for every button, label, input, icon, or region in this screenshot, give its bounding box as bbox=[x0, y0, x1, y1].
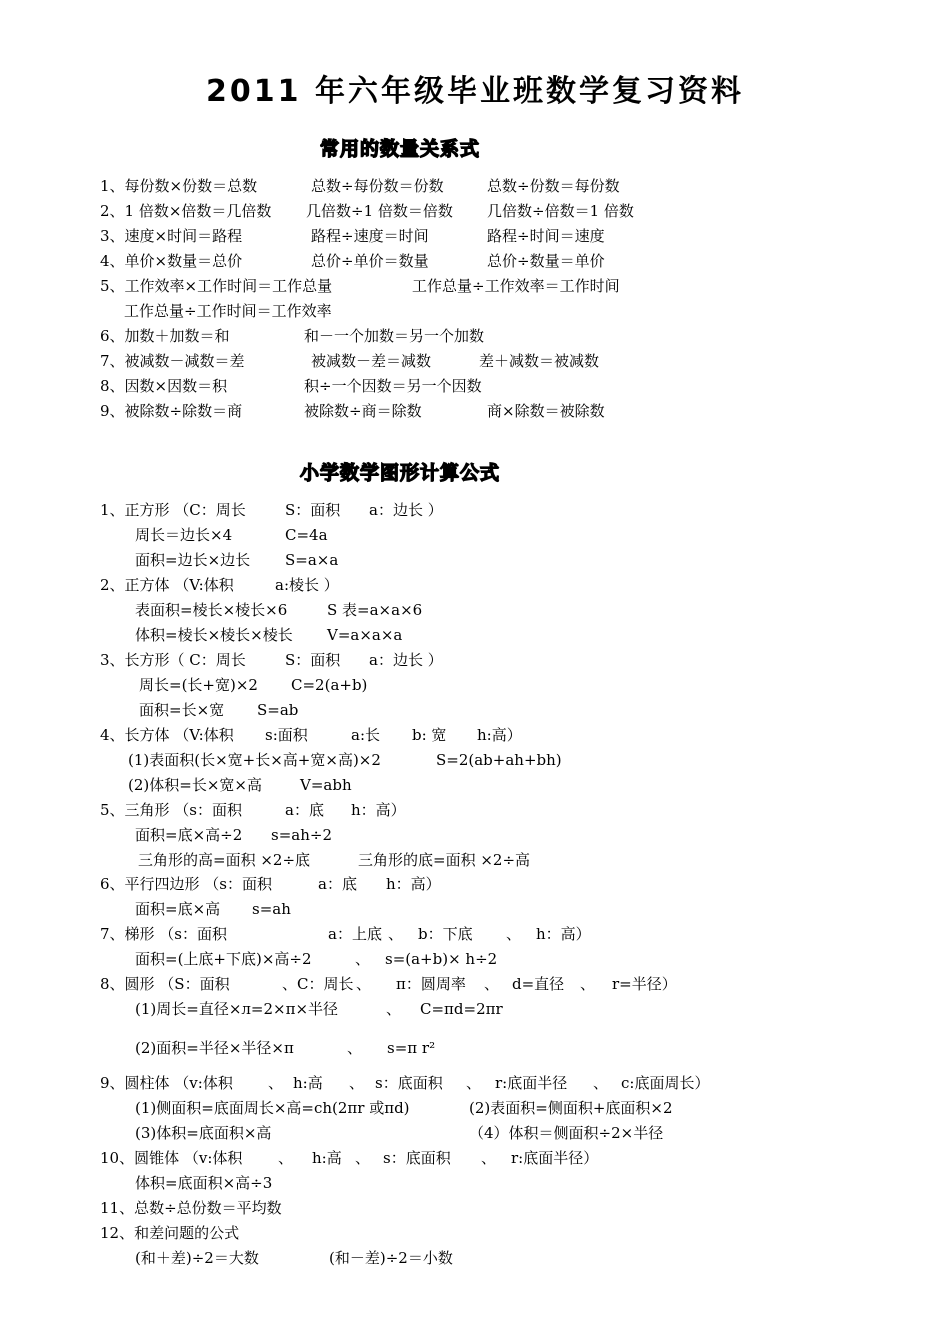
formula-text: S=2(ab+ah+bh) bbox=[436, 751, 562, 769]
formula-text: 周长＝边长×4 bbox=[135, 526, 233, 544]
formula-text: S：面积 bbox=[285, 501, 341, 519]
formula-text: r=半径） bbox=[612, 975, 677, 993]
formula-text: 工作总量÷工作效率＝工作时间 bbox=[412, 277, 620, 295]
geometry-formula-row bbox=[0, 824, 950, 846]
formula-text: 3、长方形（ C：周长 bbox=[100, 651, 246, 669]
formula-text: (1)周长=直径×л=2×π×半径 bbox=[135, 1000, 339, 1018]
quantity-relation-row bbox=[0, 350, 950, 372]
formula-text: a：底 bbox=[318, 875, 357, 893]
formula-text: C=πd=2πr bbox=[420, 1000, 503, 1018]
geometry-formula-row bbox=[0, 849, 950, 871]
formula-text: (1)表面积(长×宽+长×高+宽×高)×2 bbox=[128, 751, 381, 769]
formula-text: 、 bbox=[347, 1039, 363, 1057]
formula-text: 表面积=棱长×棱长×6 bbox=[135, 601, 288, 619]
formula-text: 9、圆柱体 （v:体积 bbox=[100, 1074, 233, 1092]
formula-text: h：高） bbox=[351, 801, 406, 819]
formula-text: b：下底 bbox=[418, 925, 473, 943]
geometry-formula-row bbox=[0, 1097, 950, 1119]
formula-text: 、 bbox=[580, 975, 596, 993]
formula-text: 6、加数＋加数＝和 bbox=[100, 327, 230, 345]
geometry-formula-row bbox=[0, 774, 950, 796]
formula-text: π：圆周率 bbox=[396, 975, 466, 993]
formula-text: 、 bbox=[506, 925, 522, 943]
formula-text: 、 bbox=[355, 950, 371, 968]
formula-text: V=abh bbox=[300, 776, 352, 794]
formula-text: 11、总数÷总份数＝平均数 bbox=[100, 1199, 282, 1217]
formula-text: h:高 bbox=[293, 1074, 323, 1092]
formula-text: 差＋减数＝被减数 bbox=[479, 352, 600, 370]
formula-text: S：面积 bbox=[285, 651, 341, 669]
formula-text: b: 宽 bbox=[412, 726, 447, 744]
formula-text: S 表=a×a×6 bbox=[327, 601, 423, 619]
formula-text: s：底面积 bbox=[375, 1074, 443, 1092]
formula-text: 、 bbox=[356, 975, 372, 993]
section-heading-geometry-formulas: 小学数学图形计算公式 bbox=[299, 462, 500, 484]
formula-text: (和－差)÷2＝小数 bbox=[329, 1249, 453, 1267]
quantity-relation-row bbox=[0, 275, 950, 297]
formula-text: 面积=边长×边长 bbox=[135, 551, 251, 569]
formula-text: 1、正方形 （C：周长 bbox=[100, 501, 246, 519]
geometry-formula-row bbox=[0, 749, 950, 771]
formula-text: V=a×a×a bbox=[327, 626, 403, 644]
formula-text: s=ah÷2 bbox=[271, 826, 332, 844]
formula-text: 和－一个加数＝另一个加数 bbox=[304, 327, 485, 345]
formula-text: 积÷一个因数＝另一个因数 bbox=[304, 377, 482, 395]
geometry-formula-row bbox=[0, 649, 950, 671]
formula-text: 面积=(上底+下底)×高÷2 bbox=[135, 950, 312, 968]
formula-text: 总价÷单价＝数量 bbox=[311, 252, 429, 270]
formula-text: a：底 bbox=[285, 801, 324, 819]
geometry-formula-row bbox=[0, 1122, 950, 1144]
formula-text: 2、正方体 （V:体积 bbox=[100, 576, 234, 594]
formula-text: 8、因数×因数＝积 bbox=[100, 377, 228, 395]
formula-text: s=π r² bbox=[387, 1039, 436, 1057]
document-title: 2011 年六年级毕业班数学复习资料 bbox=[206, 74, 744, 109]
formula-text: 7、梯形 （s：面积 bbox=[100, 925, 228, 943]
formula-text: C=2(a+b) bbox=[291, 676, 368, 694]
geometry-formula-row bbox=[0, 948, 950, 970]
formula-text: 1、每份数×份数＝总数 bbox=[100, 177, 258, 195]
formula-text: 4、长方体 （V:体积 bbox=[100, 726, 234, 744]
formula-text: 2、1 倍数×倍数＝几倍数 bbox=[100, 202, 272, 220]
formula-text: 6、平行四边形 （s：面积 bbox=[100, 875, 273, 893]
geometry-formula-row bbox=[0, 1247, 950, 1269]
formula-text: 路程÷速度＝时间 bbox=[311, 227, 429, 245]
geometry-formula-row bbox=[0, 524, 950, 546]
formula-text: a:长 bbox=[351, 726, 380, 744]
formula-text: 5、三角形 （s：面积 bbox=[100, 801, 243, 819]
formula-text: 三角形的底=面积 ×2÷高 bbox=[358, 851, 531, 869]
formula-text: s=(a+b)× h÷2 bbox=[385, 950, 498, 968]
formula-text: (1)侧面积=底面周长×高=ch(2πr 或πd) bbox=[135, 1099, 410, 1117]
formula-text: （4）体积＝侧面积÷2×半径 bbox=[469, 1124, 664, 1142]
formula-text: r:底面半径） bbox=[511, 1149, 599, 1167]
formula-text: 、 bbox=[349, 1074, 365, 1092]
formula-text: h:高 bbox=[312, 1149, 342, 1167]
formula-text: a：边长 ） bbox=[369, 501, 443, 519]
geometry-formula-row bbox=[0, 674, 950, 696]
quantity-relation-row bbox=[0, 325, 950, 347]
formula-text: 12、和差问题的公式 bbox=[100, 1224, 240, 1242]
geometry-formula-row bbox=[0, 1197, 950, 1219]
quantity-relation-row bbox=[0, 375, 950, 397]
formula-text: 商×除数＝被除数 bbox=[487, 402, 605, 420]
quantity-relation-row bbox=[0, 225, 950, 247]
formula-text: 路程÷时间＝速度 bbox=[487, 227, 605, 245]
geometry-formula-row bbox=[0, 799, 950, 821]
geometry-formula-row bbox=[0, 574, 950, 596]
geometry-formula-row bbox=[0, 499, 950, 521]
quantity-relation-row bbox=[0, 200, 950, 222]
formula-text: a：上底 bbox=[328, 925, 382, 943]
formula-text: 总数÷每份数＝份数 bbox=[311, 177, 444, 195]
formula-text: 、 bbox=[481, 1149, 497, 1167]
formula-text: 7、被减数－减数＝差 bbox=[100, 352, 245, 370]
formula-text: 、 bbox=[484, 975, 500, 993]
formula-text: 10、圆锥体 （v:体积 bbox=[100, 1149, 243, 1167]
geometry-formula-row bbox=[0, 1147, 950, 1169]
formula-text: 总价÷数量＝单价 bbox=[487, 252, 605, 270]
geometry-formula-row bbox=[0, 873, 950, 895]
formula-text: C=4a bbox=[285, 526, 328, 544]
geometry-formula-row bbox=[0, 1072, 950, 1094]
formula-text: S=a×a bbox=[285, 551, 339, 569]
formula-text: 面积=长×宽 bbox=[139, 701, 225, 719]
formula-text: 、 bbox=[386, 1000, 402, 1018]
geometry-formula-row bbox=[0, 1037, 950, 1059]
formula-text: h：高） bbox=[536, 925, 591, 943]
formula-text: 、C：周长 bbox=[282, 975, 354, 993]
formula-text: (2)体积=长×宽×高 bbox=[128, 776, 262, 794]
formula-text: 4、单价×数量＝总价 bbox=[100, 252, 243, 270]
geometry-formula-row bbox=[0, 898, 950, 920]
formula-text: 被除数÷商＝除数 bbox=[304, 402, 422, 420]
geometry-formula-row bbox=[0, 1222, 950, 1244]
formula-text: (和＋差)÷2＝大数 bbox=[135, 1249, 259, 1267]
formula-text: 总数÷份数＝每份数 bbox=[487, 177, 620, 195]
section-heading-quantity-relations: 常用的数量关系式 bbox=[319, 138, 480, 160]
formula-text: h:高） bbox=[477, 726, 522, 744]
formula-text: 几倍数÷倍数＝1 倍数 bbox=[487, 202, 634, 220]
formula-text: 3、速度×时间＝路程 bbox=[100, 227, 243, 245]
geometry-formula-row bbox=[0, 699, 950, 721]
geometry-formula-row bbox=[0, 549, 950, 571]
formula-text: s=ah bbox=[252, 900, 291, 918]
geometry-formula-row bbox=[0, 998, 950, 1020]
quantity-relation-row bbox=[0, 250, 950, 272]
formula-text: 9、被除数÷除数＝商 bbox=[100, 402, 243, 420]
formula-text: 5、工作效率×工作时间＝工作总量 bbox=[100, 277, 333, 295]
quantity-relation-row bbox=[0, 175, 950, 197]
formula-text: (3)体积=底面积×高 bbox=[135, 1124, 272, 1142]
geometry-formula-row bbox=[0, 599, 950, 621]
quantity-relation-row bbox=[0, 400, 950, 422]
formula-text: 、 bbox=[388, 925, 404, 943]
formula-text: (2)表面积=侧面积+底面积×2 bbox=[469, 1099, 673, 1117]
formula-text: s:面积 bbox=[265, 726, 308, 744]
geometry-formula-row bbox=[0, 724, 950, 746]
formula-text: 周长=(长+宽)×2 bbox=[139, 676, 258, 694]
quantity-relation-row bbox=[0, 300, 950, 322]
formula-text: 工作总量÷工作时间＝工作效率 bbox=[124, 302, 332, 320]
formula-text: 、 bbox=[355, 1149, 371, 1167]
geometry-formula-row bbox=[0, 1172, 950, 1194]
formula-text: 面积=底×高 bbox=[135, 900, 221, 918]
formula-text: a：边长 ） bbox=[369, 651, 443, 669]
formula-text: c:底面周长） bbox=[621, 1074, 710, 1092]
formula-text: (2)面积=半径×半径×π bbox=[135, 1039, 294, 1057]
formula-text: r:底面半径 bbox=[495, 1074, 568, 1092]
formula-text: a:棱长 ） bbox=[275, 576, 339, 594]
geometry-formula-row bbox=[0, 624, 950, 646]
formula-text: 8、圆形 （S：面积 bbox=[100, 975, 230, 993]
geometry-formula-row bbox=[0, 973, 950, 995]
formula-text: 三角形的高=面积 ×2÷底 bbox=[138, 851, 311, 869]
formula-text: d=直径 bbox=[512, 975, 565, 993]
formula-text: S=ab bbox=[257, 701, 299, 719]
formula-text: 几倍数÷1 倍数＝倍数 bbox=[306, 202, 453, 220]
formula-text: 被减数－差＝减数 bbox=[311, 352, 432, 370]
formula-text: 体积=棱长×棱长×棱长 bbox=[135, 626, 293, 644]
formula-text: s：底面积 bbox=[383, 1149, 451, 1167]
formula-text: 面积=底×高÷2 bbox=[135, 826, 243, 844]
formula-text: 、 bbox=[593, 1074, 609, 1092]
formula-text: h：高） bbox=[386, 875, 441, 893]
geometry-formula-row bbox=[0, 923, 950, 945]
formula-text: 、 bbox=[278, 1149, 294, 1167]
formula-text: 、 bbox=[466, 1074, 482, 1092]
formula-text: 体积=底面积×高÷3 bbox=[135, 1174, 273, 1192]
formula-text: 、 bbox=[268, 1074, 284, 1092]
